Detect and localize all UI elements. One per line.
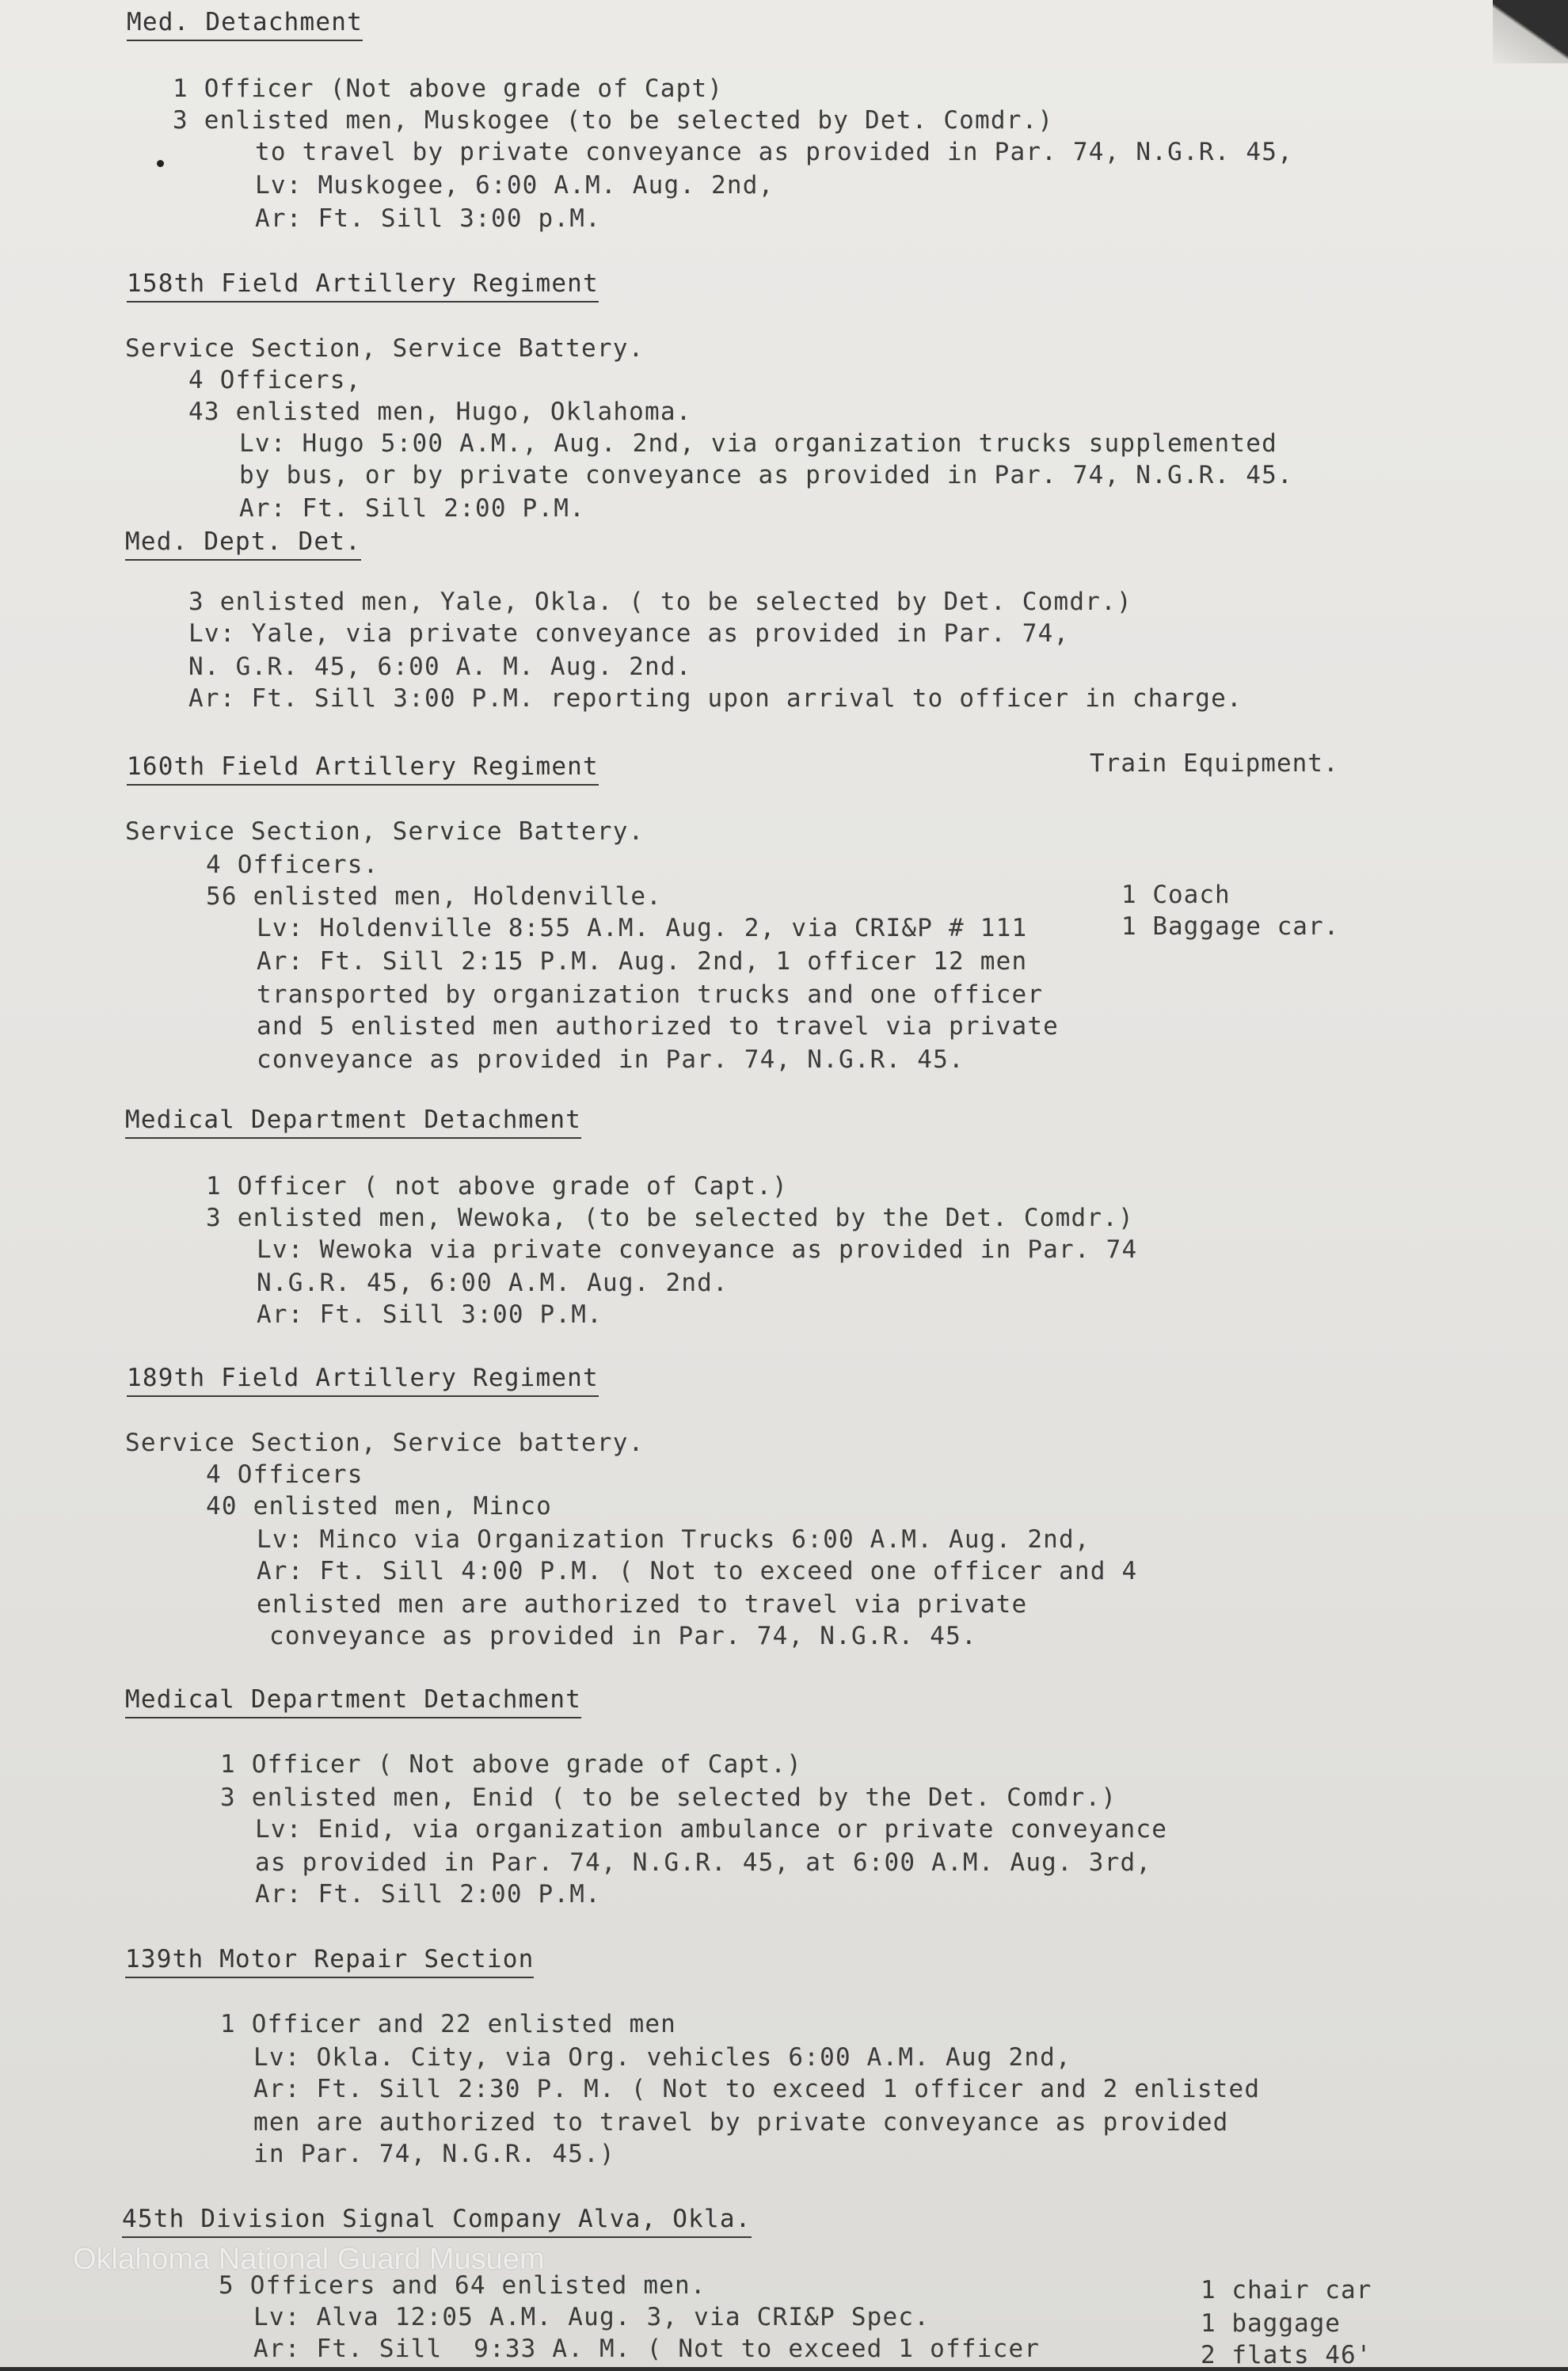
text-line: Lv: Wewoka via private conveyance as provided in Par. 74: [257, 1235, 1138, 1264]
text-line: Lv: Hugo 5:00 A.M., Aug. 2nd, via organization trucks supplemented: [239, 429, 1277, 458]
text-line: Ar: Ft. Sill 2:00 P.M.: [255, 1880, 601, 1909]
equipment-item: 1 Baggage car.: [1121, 912, 1340, 941]
equipment-item: 1 baggage: [1201, 2309, 1341, 2338]
equipment-item: 1 Coach: [1121, 881, 1231, 909]
text-line: conveyance as provided in Par. 74, N.G.R. 45.: [257, 1045, 965, 1074]
section-heading: Med. Dept. Det.: [125, 526, 361, 561]
text-line: 1 Officer and 22 enlisted men: [220, 2010, 677, 2038]
text-line: Service Section, Service Battery.: [125, 817, 645, 846]
text-line: 3 enlisted men, Wewoka, (to be selected by the Det. Comdr.): [206, 1204, 1134, 1232]
text-line: Lv: Holdenville 8:55 A.M. Aug. 2, via CRI&P # 111: [257, 914, 1028, 942]
text-line: Service Section, Service Battery.: [125, 334, 645, 363]
ink-dot: [157, 160, 164, 167]
text-line: Ar: Ft. Sill 3:00 P.M.: [257, 1300, 603, 1329]
section-heading: 45th Division Signal Company Alva, Okla.: [122, 2203, 752, 2238]
section-heading: 139th Motor Repair Section: [125, 1943, 534, 1978]
text-line: 1 Officer ( Not above grade of Capt.): [220, 1750, 802, 1779]
text-line: 4 Officers.: [206, 851, 379, 879]
text-line: 3 enlisted men, Enid ( to be selected by the Det. Comdr.): [220, 1783, 1117, 1812]
text-line: conveyance as provided in Par. 74, N.G.R. 45.: [269, 1622, 977, 1650]
text-line: 56 enlisted men, Holdenville.: [206, 882, 663, 911]
text-line: Ar: Ft. Sill 4:00 P.M. ( Not to exceed one officer and 4: [257, 1557, 1138, 1585]
section-heading: Medical Department Detachment: [125, 1684, 581, 1718]
text-line: 4 Officers: [206, 1460, 363, 1489]
text-line: to travel by private conveyance as provided in Par. 74, N.G.R. 45,: [255, 138, 1293, 166]
text-line: 3 enlisted men, Muskogee (to be selected by Det. Comdr.): [173, 106, 1054, 135]
text-line: men are authorized to travel by private conveyance as provided: [253, 2108, 1229, 2137]
text-line: Ar: Ft. Sill 3:00 p.M.: [255, 204, 601, 233]
text-line: Lv: Enid, via organization ambulance or private conveyance: [255, 1815, 1168, 1844]
section-heading: 189th Field Artillery Regiment: [127, 1362, 599, 1397]
watermark: Oklahoma National Guard Musuem: [73, 2243, 545, 2276]
text-line: Service Section, Service battery.: [125, 1429, 645, 1457]
section-heading: Medical Department Detachment: [125, 1104, 581, 1139]
section-heading: Med. Detachment: [127, 6, 363, 41]
text-line: in Par. 74, N.G.R. 45.): [253, 2140, 615, 2168]
text-line: as provided in Par. 74, N.G.R. 45, at 6:00 A.M. Aug. 3rd,: [255, 1848, 1152, 1877]
text-line: Lv: Okla. City, via Org. vehicles 6:00 A.M. Aug 2nd,: [253, 2043, 1071, 2072]
torn-corner: [1493, 0, 1568, 63]
text-line: Ar: Ft. Sill 2:00 P.M.: [239, 494, 585, 523]
text-line: and 5 enlisted men authorized to travel via private: [257, 1012, 1060, 1041]
text-line: Ar: Ft. Sill 2:30 P. M. ( Not to exceed 1 officer and 2 enlisted: [253, 2075, 1261, 2103]
text-line: N. G.R. 45, 6:00 A. M. Aug. 2nd.: [188, 653, 692, 681]
text-line: enlisted men are authorized to travel via private: [257, 1590, 1028, 1619]
text-line: 4 Officers,: [188, 366, 362, 394]
text-line: 43 enlisted men, Hugo, Oklahoma.: [188, 398, 692, 426]
section-heading: 160th Field Artillery Regiment: [127, 751, 599, 786]
text-line: Lv: Yale, via private conveyance as provided in Par. 74,: [188, 619, 1070, 648]
section-heading: 158th Field Artillery Regiment: [127, 268, 599, 303]
text-line: by bus, or by private conveyance as provided in Par. 74, N.G.R. 45.: [239, 461, 1293, 489]
text-line: 5 Officers and 64 enlisted men.: [219, 2271, 706, 2300]
equipment-item: 1 chair car: [1201, 2276, 1372, 2304]
text-line: Ar: Ft. Sill 9:33 A. M. ( Not to exceed 1 officer: [253, 2335, 1041, 2363]
text-line: transported by organization trucks and one officer: [257, 980, 1044, 1009]
text-line: 1 Officer (Not above grade of Capt): [173, 74, 724, 103]
text-line: Lv: Muskogee, 6:00 A.M. Aug. 2nd,: [255, 171, 774, 200]
text-line: 3 enlisted men, Yale, Okla. ( to be selected by Det. Comdr.): [188, 588, 1132, 616]
text-line: Lv: Alva 12:05 A.M. Aug. 3, via CRI&P Spec.: [253, 2303, 931, 2331]
text-line: Ar: Ft. Sill 3:00 P.M. reporting upon arrival to officer in charge.: [188, 684, 1243, 713]
text-line: Lv: Minco via Organization Trucks 6:00 A.M. Aug. 2nd,: [257, 1525, 1090, 1554]
equipment-item: 2 flats 46': [1201, 2341, 1372, 2369]
text-line: 40 enlisted men, Minco: [206, 1492, 552, 1520]
train-equipment-heading: Train Equipment.: [1090, 749, 1339, 778]
text-line: 1 Officer ( not above grade of Capt.): [206, 1172, 788, 1201]
text-line: N.G.R. 45, 6:00 A.M. Aug. 2nd.: [257, 1269, 729, 1297]
text-line: Ar: Ft. Sill 2:15 P.M. Aug. 2nd, 1 officer 12 men: [257, 947, 1028, 976]
